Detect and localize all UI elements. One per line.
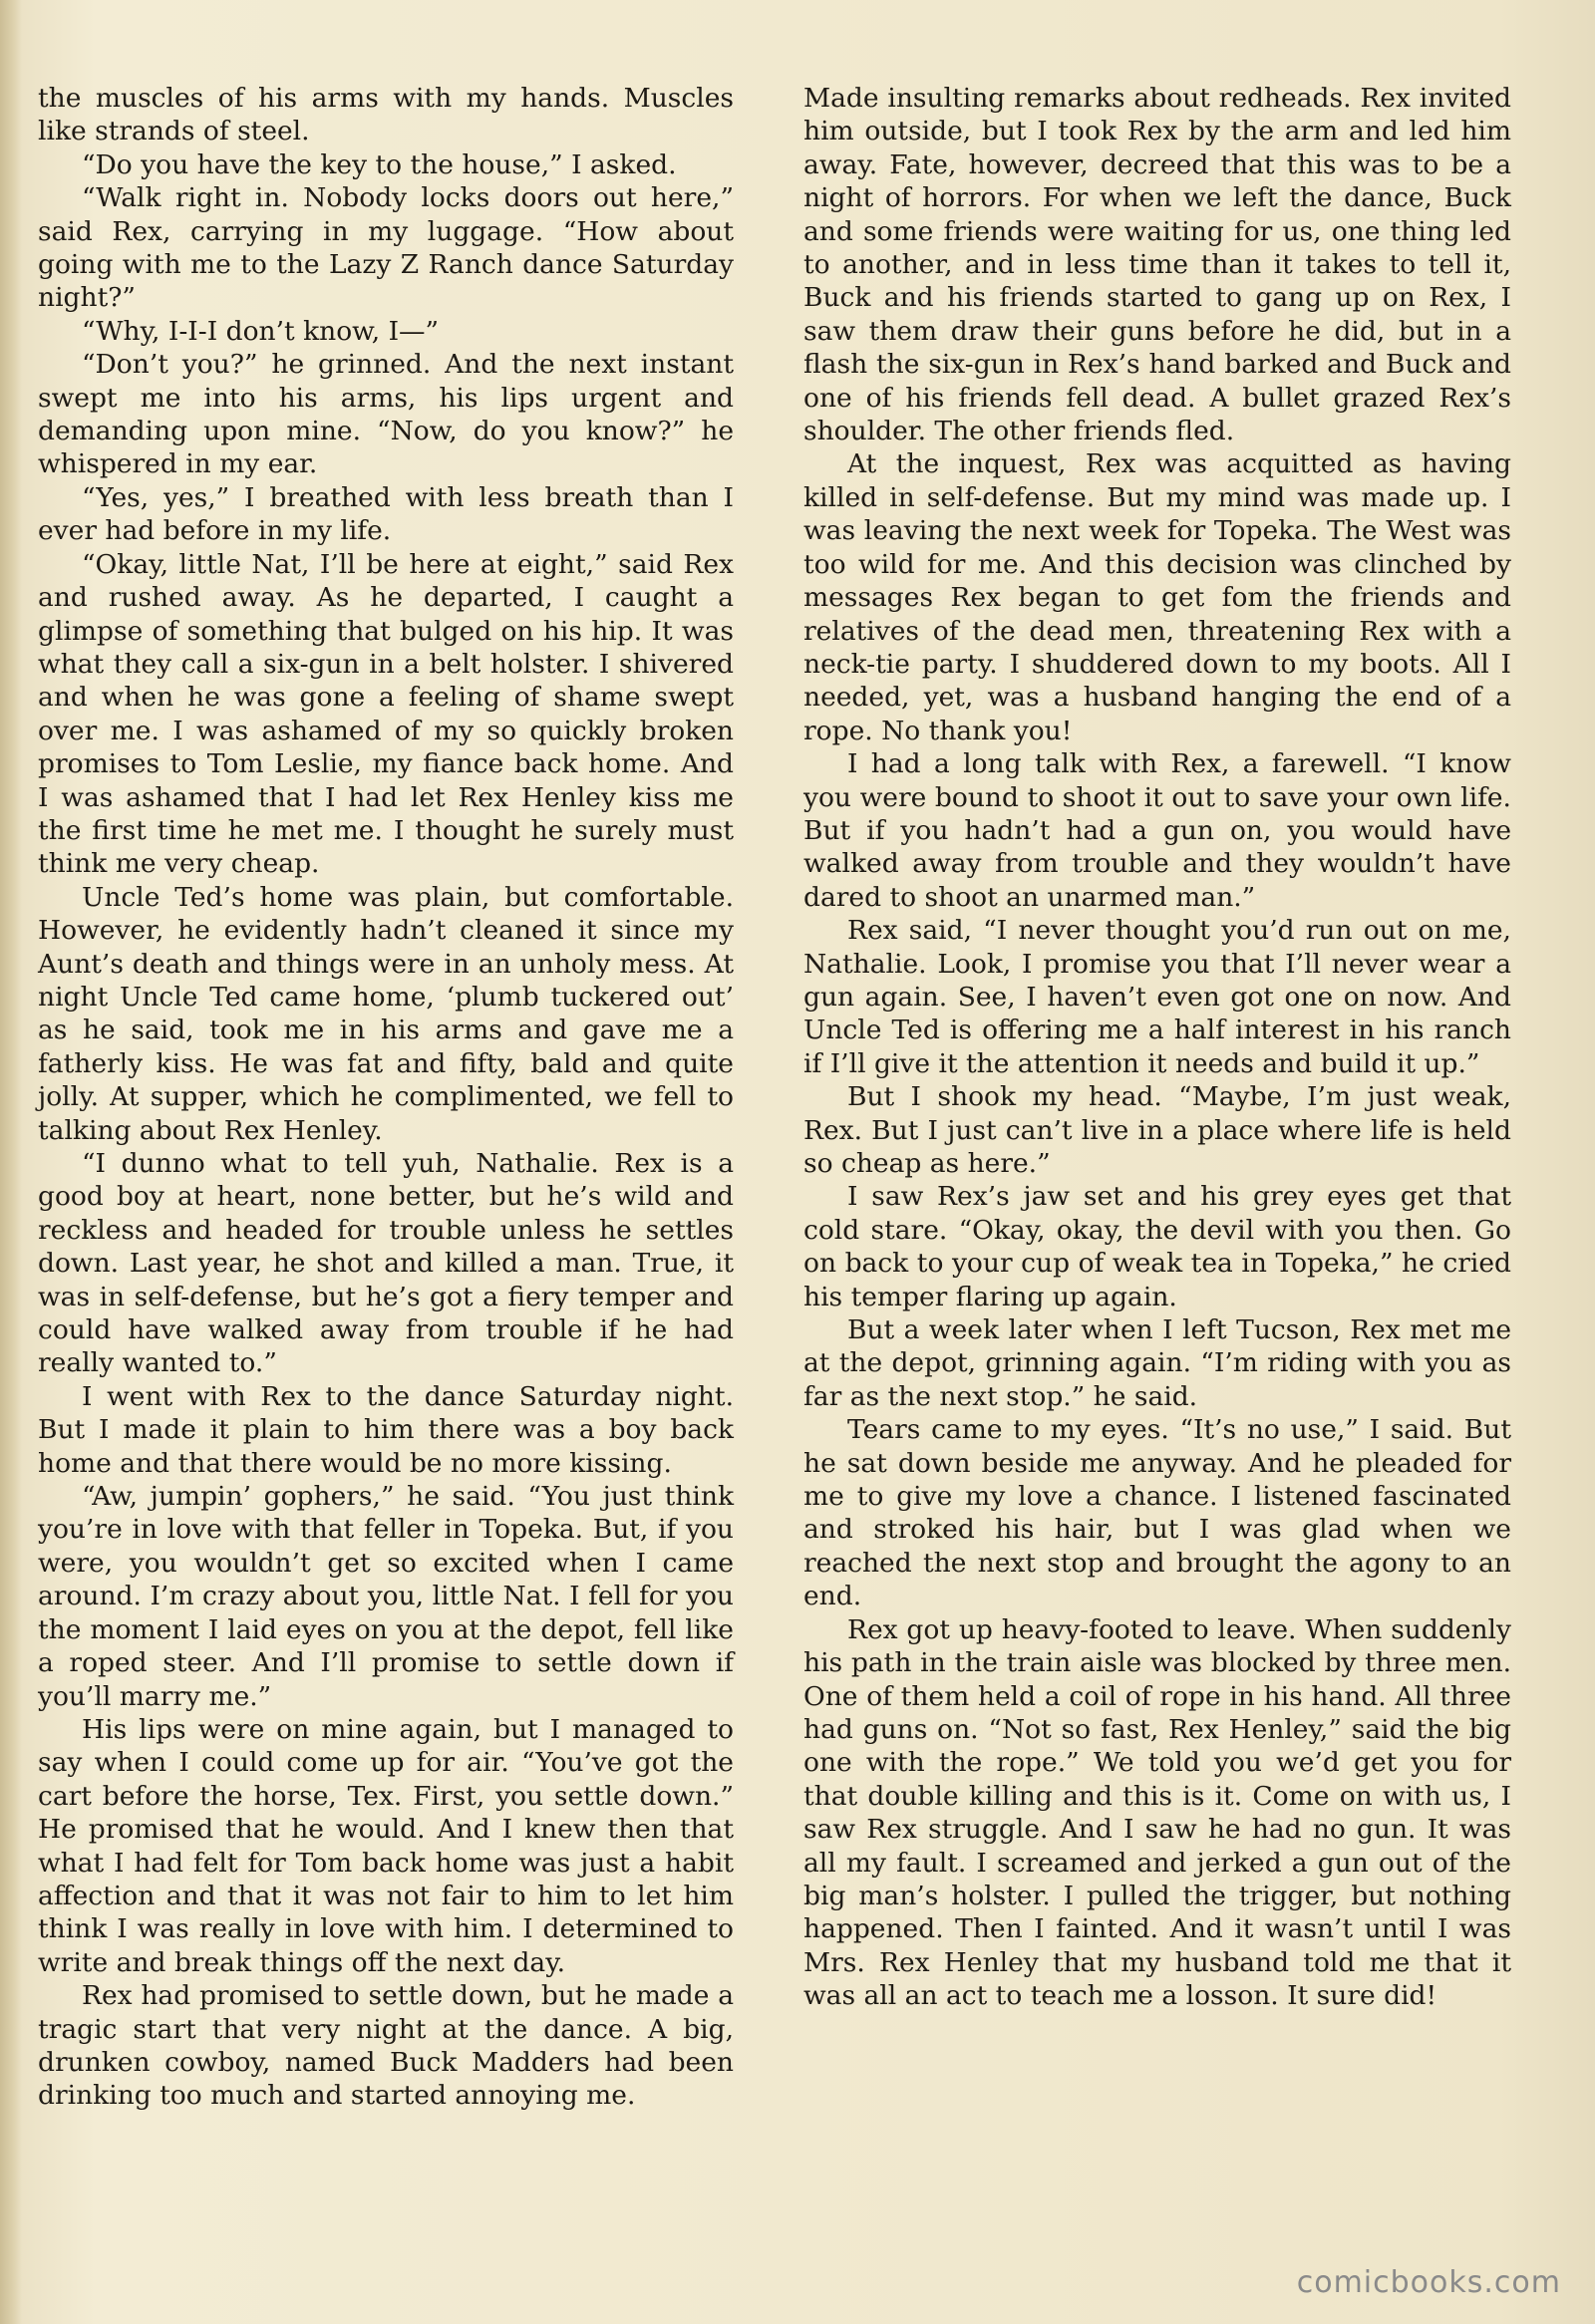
paragraph: “Why, I-I-I don’t know, I—”	[82, 315, 440, 347]
paragraph: the muscles of his arms with my hands. Muscles like strands of steel.	[38, 83, 734, 147]
paragraph: Rex said, “I never thought you’d run out on me, Nathalie. Look, I promise you that I’ll never wear a gun again. See, I haven’t even got one on now. And Uncle Ted is offering me a half interest in his ranch if I’ll give it the attention it needs and build it up.”	[803, 915, 1511, 1079]
paragraph: “Aw, jumpin’ gophers,” he said. “You just think you’re in love with that feller in Topeka. But, if you were, you wouldn’t get so excited when I came around. I’m crazy about you, little Nat. I fell for you the moment I laid eyes on you at the depot, fell like a roped steer. And I’ll promise to settle down if you’ll marry me.”	[38, 1481, 734, 1712]
paragraph: At the inquest, Rex was acquitted as having killed in self-defense. But my mind was made up. I was leaving the next week for Topeka. The West was too wild for me. And this decision was clinched by messages Rex began to get fom the friends and relatives of the dead men, threatening Rex with a neck-tie party. I shuddered down to my boots. All I needed, yet, was a husband hanging the end of a rope. No thank you!	[803, 448, 1511, 746]
paragraph: His lips were on mine again, but I managed to say when I could come up for air. “You’ve got the cart before the horse, Tex. First, you settle down.” He promised that he would. And I knew then that what I had felt for Tom back home was just a habit affection and that it was not fair to him to let him think I was really in love with him. I determined to write and break things off the next day.	[38, 1713, 734, 1978]
right-column	[803, 82, 1511, 2013]
paragraph: I had a long talk with Rex, a farewell. “I know you were bound to shoot it out to save your own life. But if you hadn’t had a gun on, you would have walked away from trouble and they wouldn’t have dared to shoot an unarmed man.”	[803, 748, 1511, 913]
paragraph: “Okay, little Nat, I’ll be here at eight,” said Rex and rushed away. As he departed, I caught a glimpse of something that bulged on his hip. It was what they call a six-gun in a belt holster. I shivered and when he was gone a feeling of shame swept over me. I was ashamed of my so quickly broken promises to Tom Leslie, my fiance back home. And I was ashamed that I had let Rex Henley kiss me the first time he met me. I thought he surely must think me very cheap.	[38, 548, 734, 880]
paragraph: But I shook my head. “Maybe, I’m just weak, Rex. But I just can’t live in a place where life is held so cheap as here.”	[803, 1081, 1511, 1179]
paragraph: Rex had promised to settle down, but he made a tragic start that very night at the dance. A big, drunken cowboy, named Buck Madders had been drinking too much and started annoying me.	[38, 1980, 734, 2112]
paragraph: Rex got up heavy-footed to leave. When suddenly his path in the train aisle was blocked by three men. One of them held a coil of rope in his hand. All three had guns on. “Not so fast, Rex Henley,” said the big one with the rope.” We told you we’d get you for that double killing and this is it. Come on with us, I saw Rex struggle. And I saw he had no gun. It was all my fault. I screamed and jerked a gun out of the big man’s holster. I pulled the trigger, but nothing happened. Then I fainted. And it wasn’t until I was Mrs. Rex Henley that my husband told me that it was all an act to teach me a losson. It sure did!	[803, 1613, 1511, 2012]
watermark: comicbooks.com	[1296, 2265, 1561, 2300]
paragraph: “Don’t you?” he grinned. And the next instant swept me into his arms, his lips urgent and demanding upon mine. “Now, do you know?” he whispered in my ear.	[38, 349, 734, 480]
paragraph: But a week later when I left Tucson, Rex met me at the depot, grinning again. “I’m riding with you as far as the next stop.” he said.	[803, 1314, 1511, 1412]
paragraph: Tears came to my eyes. “It’s no use,” I said. But he sat down beside me anyway. And he pleaded for me to give my love a chance. I listened fascinated and stroked his hair, but I was glad when we reached the next stop and brought the agony to an end.	[803, 1414, 1511, 1612]
paragraph: “Walk right in. Nobody locks doors out here,” said Rex, carrying in my luggage. “How about going with me to the Lazy Z Ranch dance Saturday night?”	[38, 182, 734, 314]
paragraph: I went with Rex to the dance Saturday night. But I made it plain to him there was a boy back home and that there would be no more kissing.	[38, 1380, 734, 1479]
paragraph: “Yes, yes,” I breathed with less breath than I ever had before in my life.	[38, 481, 734, 547]
paragraph: “I dunno what to tell yuh, Nathalie. Rex is a good boy at heart, none better, but he’s wild and reckless and headed for trouble unless he settles down. Last year, he shot and killed a man. True, it was in self-defense, but he’s got a fiery temper and could have walked away from trouble if he had really wanted to.”	[38, 1148, 734, 1379]
paragraph: “Do you have the key to the house,” I asked.	[82, 148, 677, 180]
paragraph: Made insulting remarks about redheads. Rex invited him outside, but I took Rex by the arm and led him away. Fate, however, decreed that this was to be a night of horrors. For when we left the dance, Buck and some friends were waiting for us, one thing led to another, and in less time than it takes to tell it, Buck and his friends started to gang up on Rex, I saw them draw their guns before he did, but in a flash the six-gun in Rex’s hand barked and Buck and one of his friends fell dead. A bullet grazed Rex’s shoulder. The other friends fled.	[803, 83, 1511, 447]
paragraph: I saw Rex’s jaw set and his grey eyes get that cold stare. “Okay, okay, the devil with you then. Go on back to your cup of weak tea in Topeka,” he cried his temper flaring up again.	[803, 1181, 1511, 1312]
left-column	[38, 82, 734, 2113]
page-spine	[0, 0, 22, 2324]
paragraph: Uncle Ted’s home was plain, but comfortable. However, he evidently hadn’t cleaned it since my Aunt’s death and things were in an unholy mess. At night Uncle Ted came home, ‘plumb tuckered out’ as he said, took me in his arms and gave me a fatherly kiss. He was fat and fifty, bald and quite jolly. At supper, which he complimented, we fell to talking about Rex Henley.	[38, 881, 734, 1146]
